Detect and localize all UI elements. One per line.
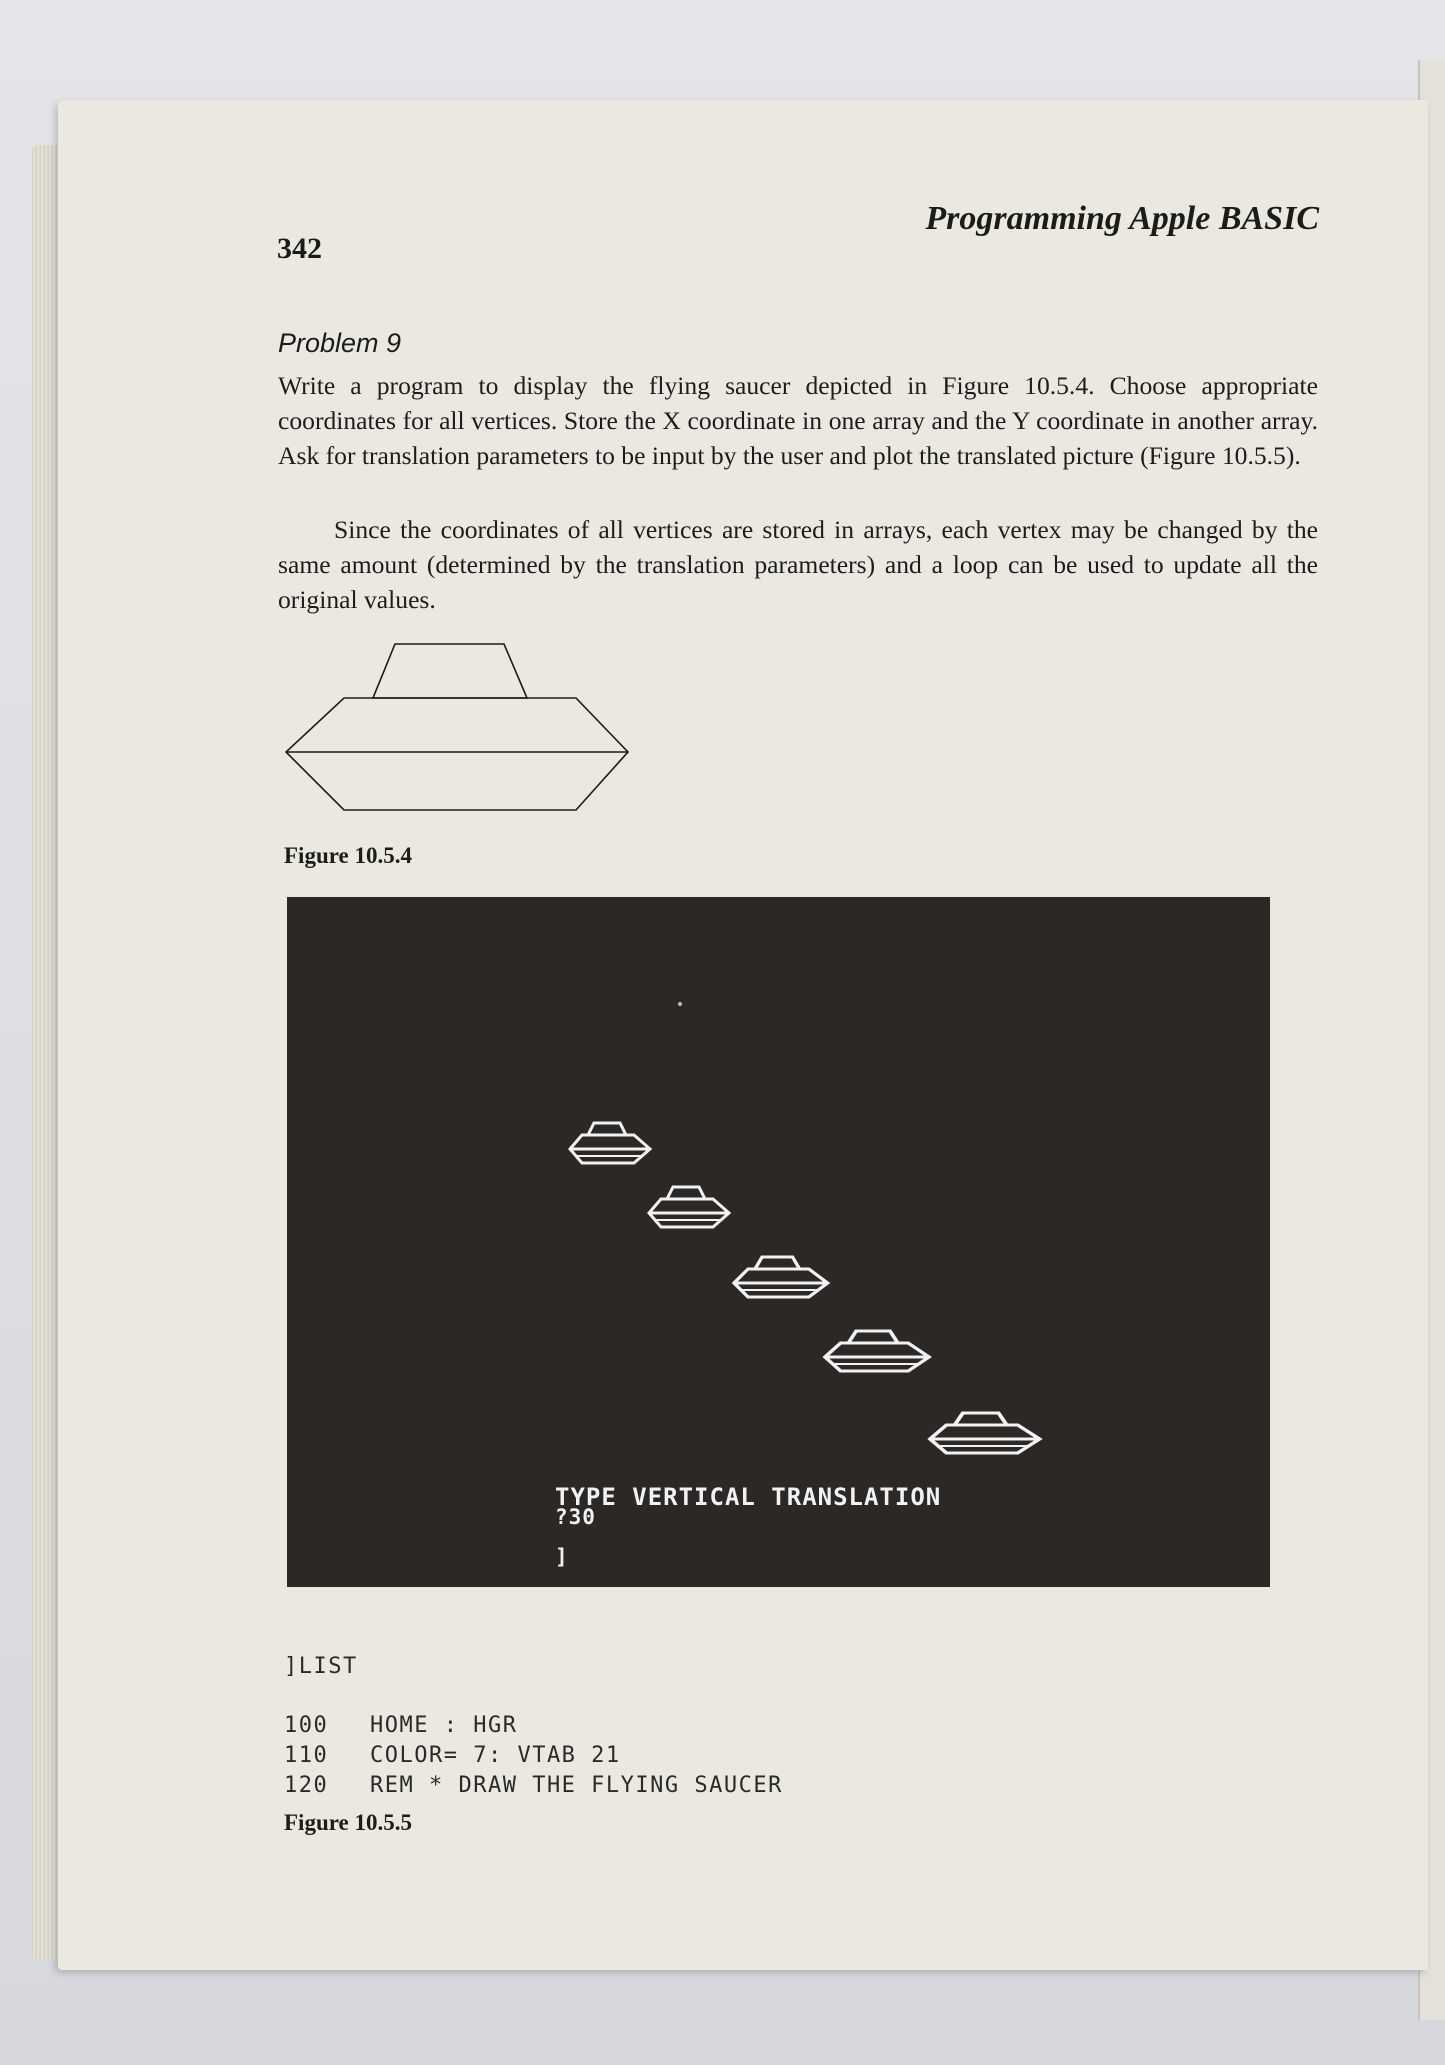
translation-answer: ?30 — [555, 1505, 596, 1529]
code-line — [284, 1743, 621, 1768]
saucer-sprite — [930, 1413, 1040, 1453]
saucer-dome — [373, 644, 527, 698]
listing-header: ]LIST — [284, 1654, 358, 1679]
line-code: COLOR= 7: VTAB 21 — [370, 1743, 621, 1768]
apple-screen-figure — [287, 897, 1270, 1587]
saucer-sprite — [825, 1331, 929, 1371]
translation-prompt: TYPE VERTICAL TRANSLATION — [555, 1483, 942, 1511]
line-number: 100 — [284, 1713, 329, 1738]
running-head: Programming Apple BASIC — [925, 200, 1319, 237]
line-number: 120 — [284, 1773, 329, 1798]
problem-paragraph-1: Write a program to display the flying saucer depicted in Figure 10.5.4. Choose appropriate coordinates for all vertices. Store the X coordinate in one array and the Y coordinate in another array. Ask for translation parameters to be input by the user and plot the translated picture (Figure 10.5.5). — [278, 371, 1318, 470]
code-line — [284, 1773, 783, 1798]
saucer-body — [286, 698, 628, 810]
basic-prompt-cursor: ] — [555, 1545, 569, 1569]
page-number: 342 — [277, 232, 322, 265]
code-line — [284, 1713, 517, 1738]
flying-saucer-diagram — [278, 638, 638, 818]
problem-paragraph-2: Since the coordinates of all vertices are stored in arrays, each vertex may be changed by the same amount (determined by the translation parameters) and a loop can be used to update all the original values. — [278, 515, 1318, 614]
screen-speck — [678, 1002, 682, 1006]
line-number: 110 — [284, 1743, 329, 1768]
line-code: REM * DRAW THE FLYING SAUCER — [370, 1773, 783, 1798]
saucer-sprite — [734, 1257, 828, 1297]
figure-caption: Figure 10.5.4 — [284, 843, 412, 868]
saucer-sprite — [570, 1123, 650, 1163]
problem-title: Problem 9 — [278, 328, 402, 358]
line-code: HOME : HGR — [370, 1713, 518, 1738]
saucer-sprite — [649, 1187, 729, 1227]
figure-caption: Figure 10.5.5 — [284, 1810, 412, 1835]
